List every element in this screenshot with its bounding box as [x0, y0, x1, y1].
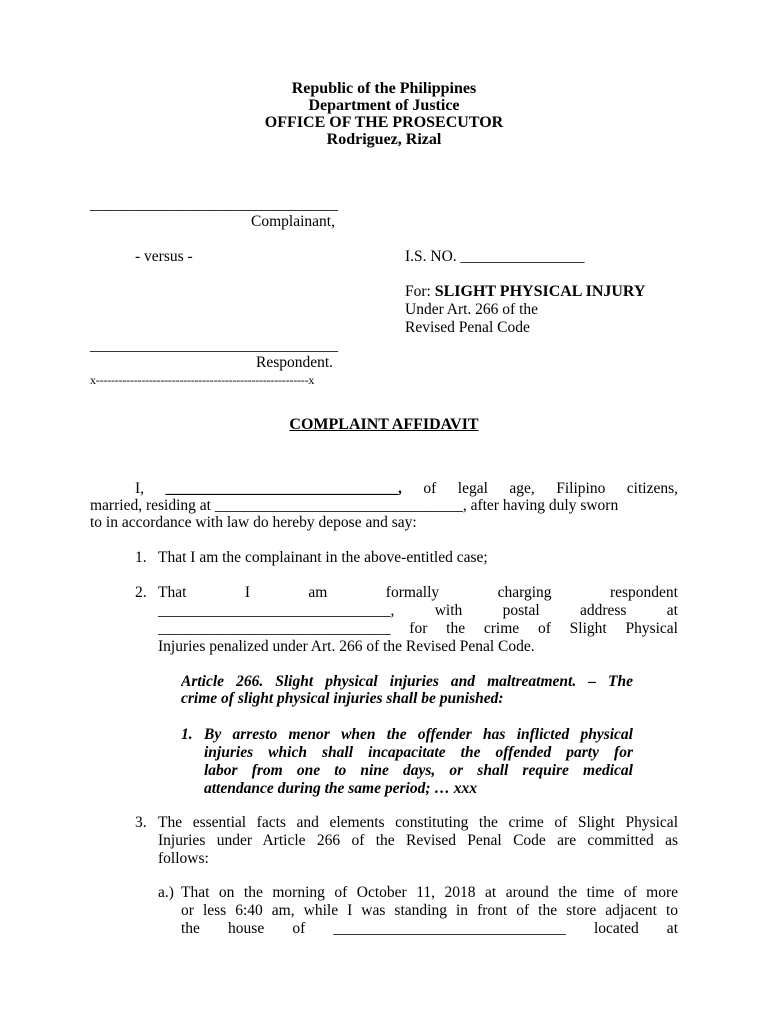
offense-name: SLIGHT PHYSICAL INJURY	[434, 283, 646, 300]
header-location: Rodriguez, Rizal	[326, 131, 442, 148]
item-2-number: 2.	[135, 584, 147, 601]
quote-item-line-3: labor from one to nine days, or shall require medical	[204, 762, 633, 779]
quote-line-1: Article 266. Slight physical injuries and maltreatment. – The	[181, 673, 633, 690]
document-title: COMPLAINT AFFIDAVIT	[289, 416, 479, 433]
item-2-line-3: ______________________________ for the crime of Slight Physical	[158, 620, 678, 637]
is-number-field: I.S. NO. ________________	[405, 248, 585, 265]
item-2-line-1: That I am formally charging respondent	[158, 584, 678, 601]
item-a-line-2: or less 6:40 am, while I was standing in front of the store adjacent to	[181, 902, 678, 919]
for-prefix: For:	[405, 283, 435, 300]
header-office: OFFICE OF THE PROSECUTOR	[264, 114, 504, 131]
caption-separator: x--------------------------------------------------------x	[90, 373, 315, 387]
respondent-label: Respondent.	[256, 354, 334, 371]
offense-article: Under Art. 266 of the	[405, 301, 539, 318]
item-a-line-1: That on the morning of October 11, 2018 at around the time of more	[181, 884, 678, 901]
header-republic: Republic of the Philippines	[291, 80, 477, 97]
respondent-blank: ________________________________	[90, 337, 338, 354]
quote-item-line-2: injuries which shall incapacitate the offended party for	[204, 744, 633, 761]
offense-line	[405, 283, 645, 301]
intro-line-2: married, residing at ________________________________, after having duly sworn	[90, 497, 619, 514]
item-2-line-2: ______________________________, with postal address at	[158, 602, 678, 619]
quote-item-line-1: By arresto menor when the offender has inflicted physical	[204, 726, 633, 743]
offense-code: Revised Penal Code	[405, 319, 530, 336]
item-3-line-3: follows:	[158, 850, 209, 867]
quote-line-2: crime of slight physical injuries shall be punished:	[181, 690, 504, 707]
quote-item-line-4: attendance during the same period; … xxx	[204, 780, 477, 797]
intro-line-3: to in accordance with law do hereby depose and say:	[90, 514, 417, 531]
intro-pronoun: I,	[135, 480, 145, 497]
item-1-number: 1.	[135, 549, 147, 566]
item-3-line-2: Injuries under Article 266 of the Revised Penal Code are committed as	[158, 832, 678, 849]
versus-text: - versus -	[135, 248, 193, 265]
item-3-line-1: The essential facts and elements constituting the crime of Slight Physical	[158, 814, 678, 831]
header-department: Department of Justice	[308, 97, 460, 114]
complainant-label: Complainant,	[251, 213, 335, 230]
item-a-line-3: the house of ______________________________ located at	[181, 920, 678, 937]
item-2-line-4: Injuries penalized under Art. 266 of the Revised Penal Code.	[158, 638, 535, 655]
intro-age-text: of legal age, Filipino citizens,	[423, 480, 678, 497]
intro-name-blank: ______________________________,	[165, 480, 402, 497]
item-1-text: That I am the complainant in the above-entitled case;	[158, 549, 488, 566]
quote-item-number: 1.	[181, 726, 193, 743]
item-a-label: a.)	[158, 884, 174, 901]
complainant-blank: ________________________________	[90, 196, 338, 213]
intro-line-1	[90, 480, 678, 498]
item-3-number: 3.	[135, 814, 147, 831]
